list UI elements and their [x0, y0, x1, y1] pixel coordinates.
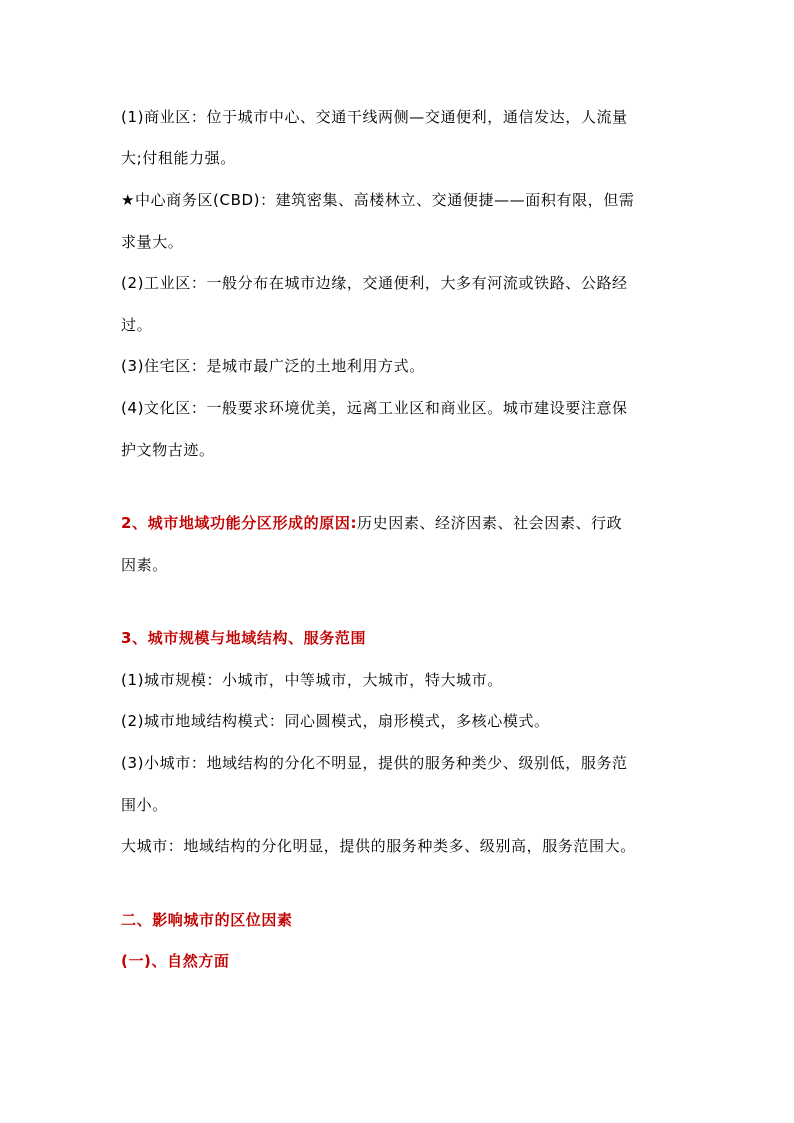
section2-line2: 因素。 [121, 556, 168, 574]
section2-heading: 2、城市地域功能分区形成的原因: [121, 514, 358, 532]
paragraph-residential: (3)住宅区：是城市最广泛的土地利用方式。 [121, 357, 425, 375]
paragraph-cbd-line2: 求量大。 [121, 233, 184, 251]
paragraph-cbd-line1: ★中心商务区(CBD)：建筑密集、高楼林立、交通便捷——面积有限，但需 [121, 191, 635, 209]
paragraph-city-scale: (1)城市规模：小城市，中等城市，大城市，特大城市。 [121, 671, 503, 689]
paragraph-commercial-line1: (1)商业区：位于城市中心、交通干线两侧—交通便利，通信发达，人流量 [121, 108, 628, 126]
paragraph-large-city: 大城市：地域结构的分化明显，提供的服务种类多、级别高，服务范围大。 [121, 837, 636, 855]
paragraph-small-city-line2: 围小。 [121, 796, 168, 814]
section4-subheading: (一)、自然方面 [121, 952, 230, 970]
paragraph-structure-models: (2)城市地域结构模式：同心圆模式，扇形模式，多核心模式。 [121, 712, 550, 730]
paragraph-industrial-line1: (2)工业区：一般分布在城市边缘，交通便利，大多有河流或铁路、公路经 [121, 274, 628, 292]
section2-line1 [121, 513, 622, 533]
paragraph-commercial-line2: 大;付租能力强。 [121, 149, 236, 167]
paragraph-cultural-line2: 护文物古迹。 [121, 441, 215, 459]
paragraph-cultural-line1: (4)文化区：一般要求环境优美，远离工业区和商业区。城市建设要注意保 [121, 399, 628, 417]
section2-causes: 历史因素、经济因素、社会因素、行政 [357, 514, 623, 532]
section3-heading: 3、城市规模与地域结构、服务范围 [121, 629, 367, 647]
paragraph-industrial-line2: 过。 [121, 316, 153, 334]
paragraph-small-city-line1: (3)小城市：地域结构的分化不明显，提供的服务种类少、级别低，服务范 [121, 754, 628, 772]
section4-heading: 二、影响城市的区位因素 [121, 911, 293, 929]
